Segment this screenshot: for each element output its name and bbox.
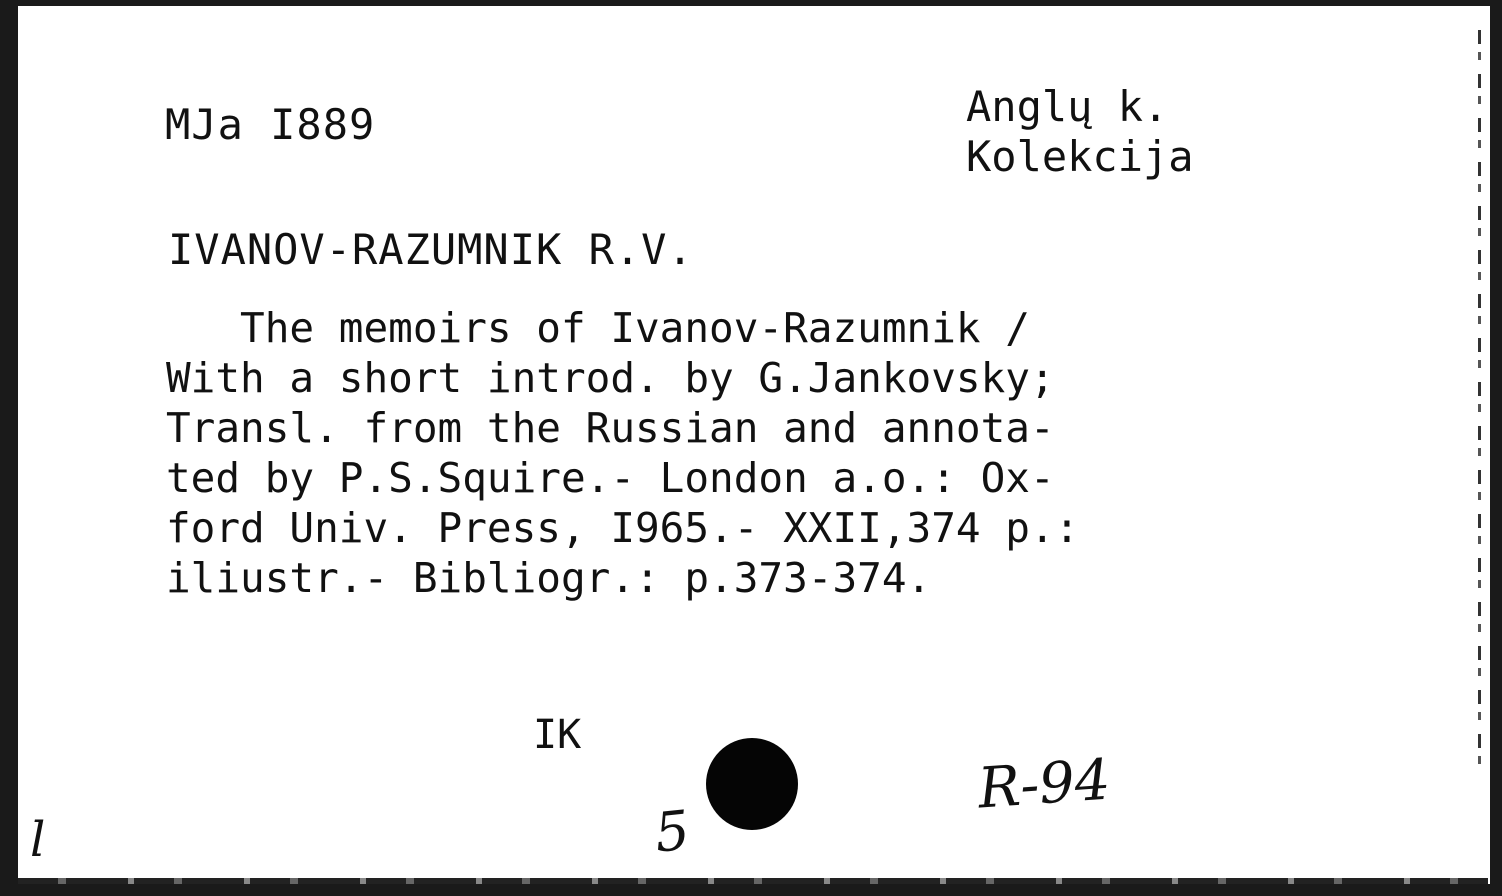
punch-hole bbox=[706, 738, 798, 830]
bibliographic-description: The memoirs of Ivanov-Razumnik / With a short introd. by G.Jankovsky; Transl. from the Russian and annota- ted by P.S.Squire.- London a.o.: Ox- ford Univ. Press, I965.- XXII,374 p.: iliustr.- Bibliogr.: p.373-374. bbox=[166, 304, 1080, 602]
handwritten-shelf-mark: R-94 bbox=[975, 747, 1113, 822]
card-edge-bottom bbox=[0, 884, 1502, 896]
call-number: MJa I889 bbox=[165, 100, 376, 149]
card-edge-left bbox=[0, 0, 18, 896]
card-edge-right-perforation bbox=[1478, 30, 1481, 775]
author-heading: IVANOV-RAZUMNIK R.V. bbox=[168, 225, 694, 274]
card-edge-bottom-noise bbox=[18, 878, 1488, 884]
card-edge-top bbox=[0, 0, 1502, 6]
handwritten-number: 5 bbox=[651, 798, 693, 865]
collection-location: Anglų k. Kolekcija bbox=[966, 82, 1194, 181]
handwritten-corner-mark: l bbox=[30, 812, 46, 868]
ik-mark: IK bbox=[533, 712, 582, 758]
card-edge-right bbox=[1490, 0, 1502, 896]
